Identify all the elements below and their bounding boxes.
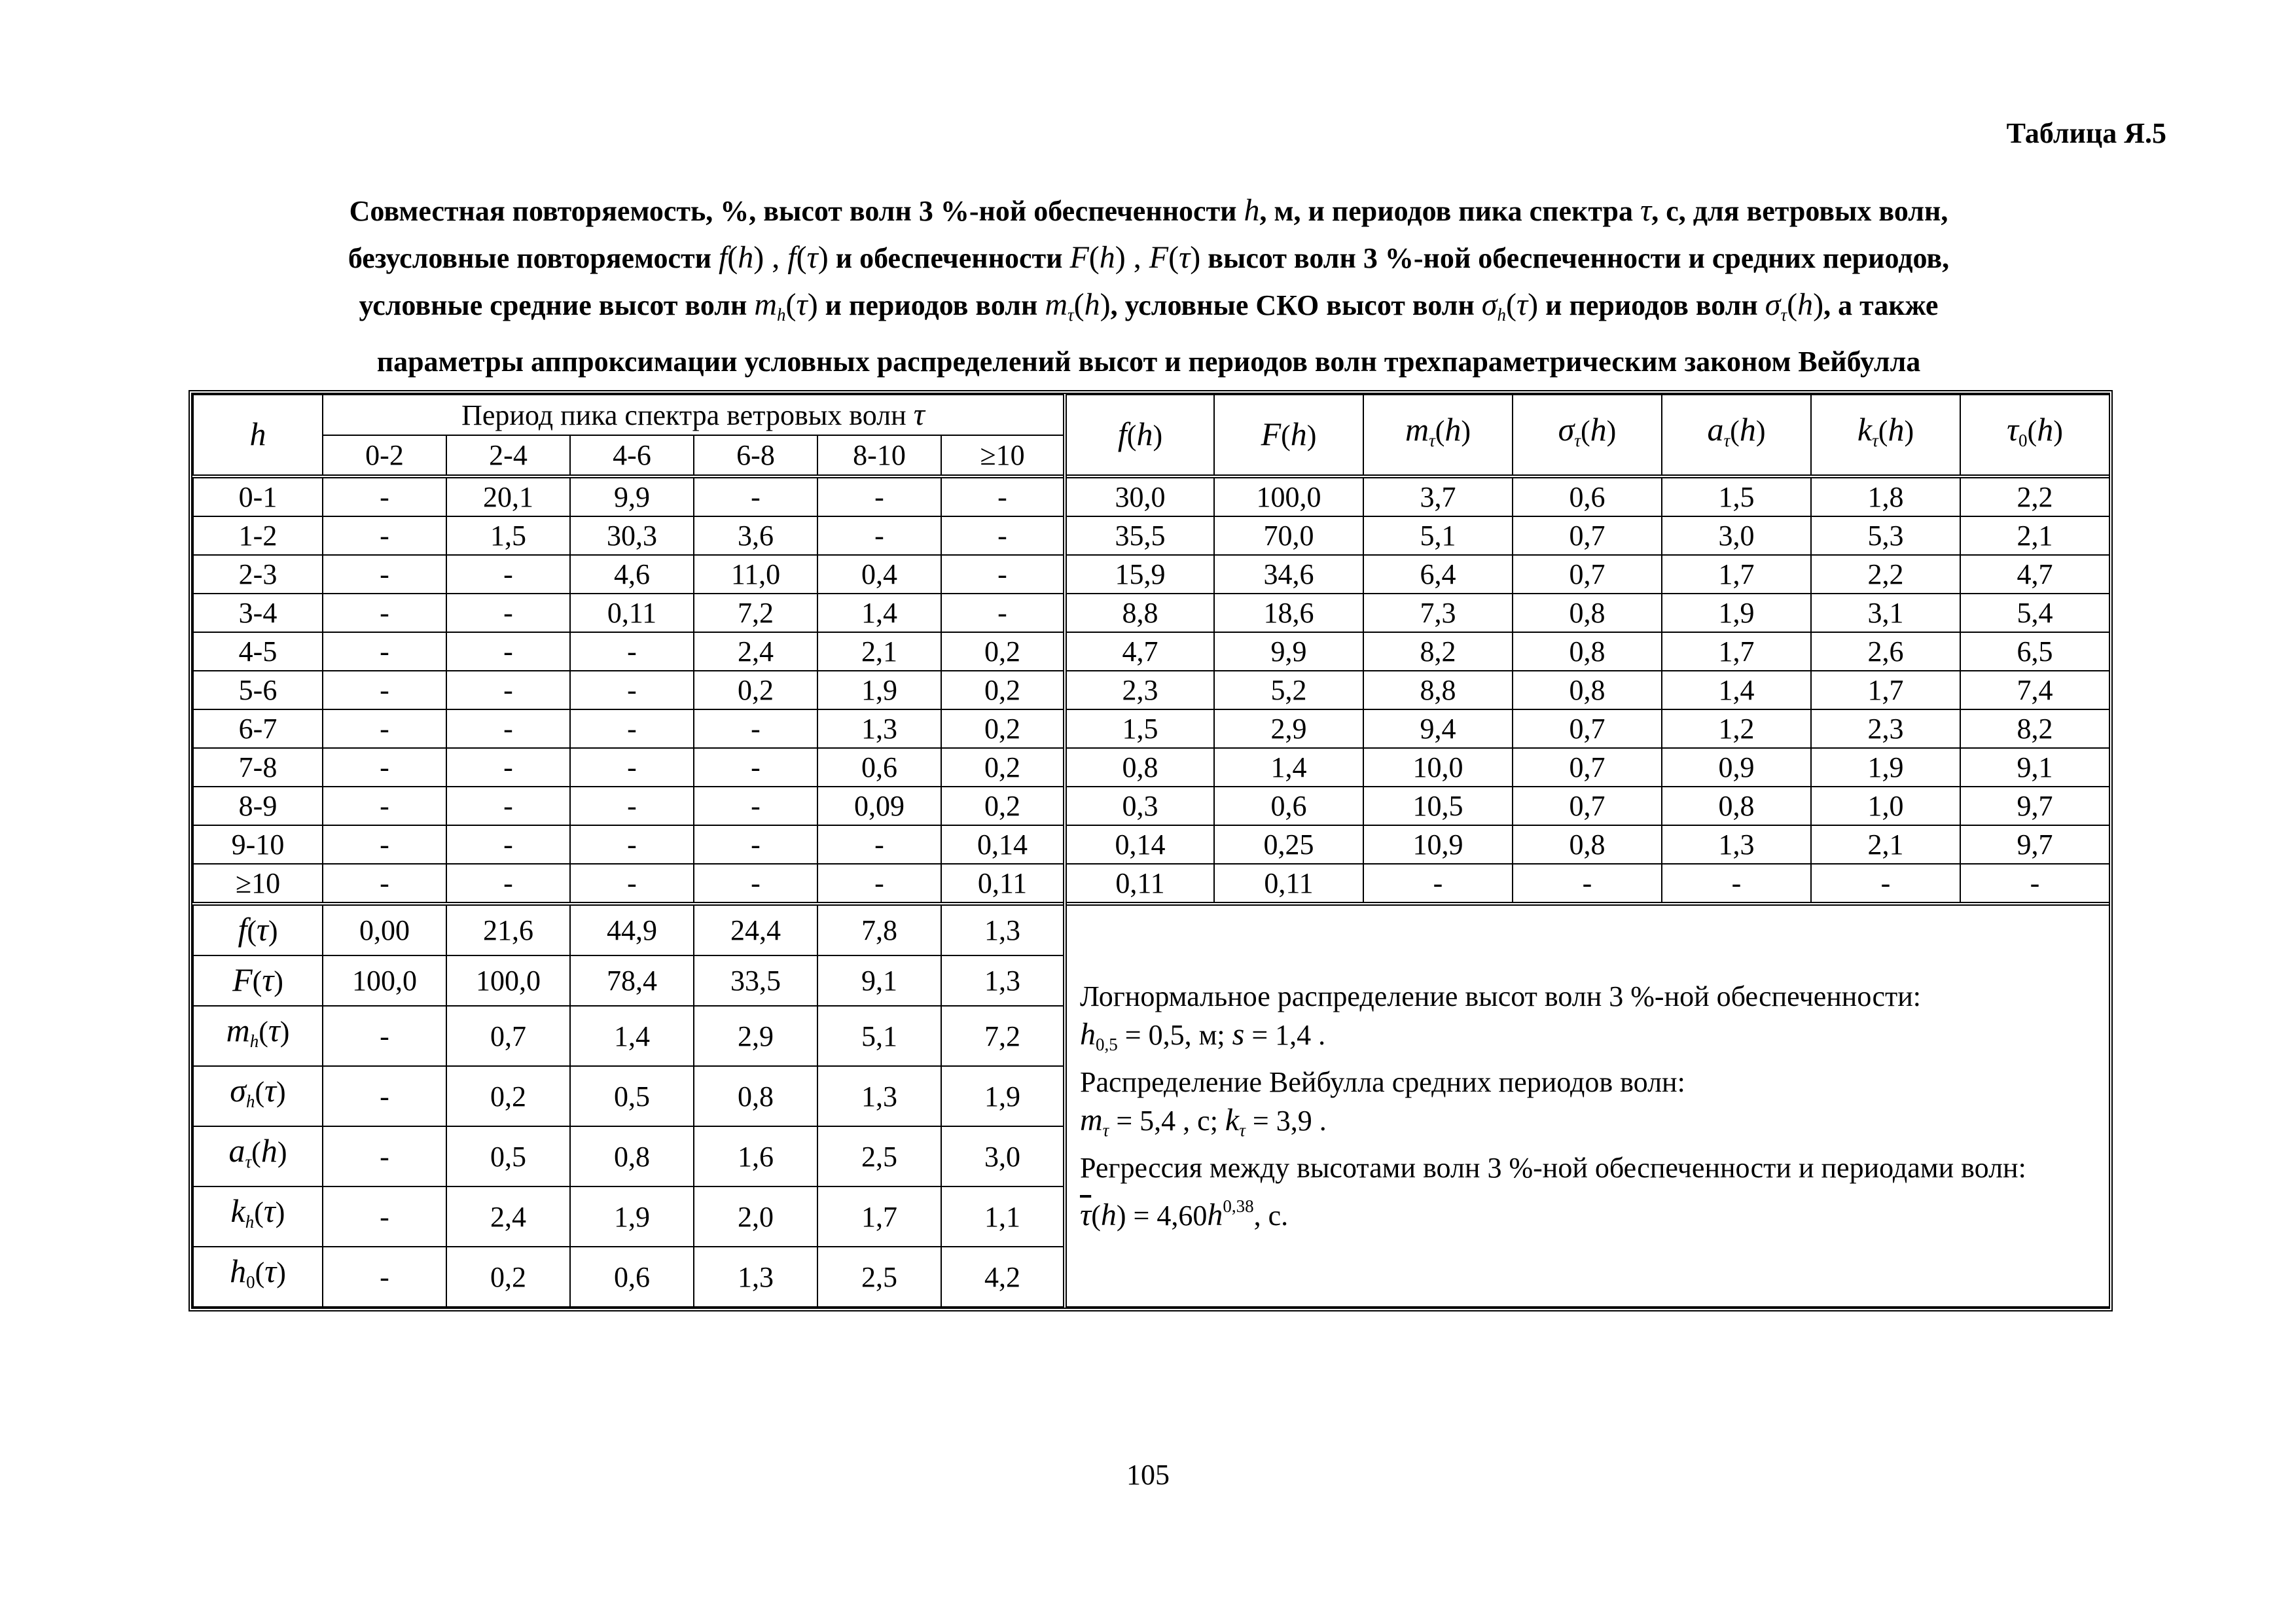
table-cell: 0,00 (323, 904, 446, 955)
table-cell: 0,14 (941, 825, 1065, 864)
caption-text: условные средние высот волн (359, 289, 755, 321)
symbol-m-h-tau: $m_h$ (754, 287, 786, 325)
table-cell: - (323, 825, 446, 864)
caption-text: безусловные повторяемости (348, 242, 719, 274)
table-cell: 2,5 (817, 1247, 941, 1307)
table-cell: - (446, 555, 570, 594)
table-cell: 1,7 (1662, 555, 1811, 594)
table-number: Таблица Я.5 (2006, 117, 2166, 149)
table-cell: - (941, 516, 1065, 555)
table-cell: 1,5 (1065, 709, 1214, 748)
table-row (193, 825, 2109, 864)
caption-text: и периодов волн (1538, 289, 1765, 321)
header-range-8-10: 8-10 (817, 435, 941, 476)
table-cell: 1,0 (1811, 787, 1960, 825)
header-range-4-6: 4-6 (570, 435, 694, 476)
table-cell: 3,7 (1363, 476, 1513, 516)
header-f-h: f(h) (1065, 395, 1214, 476)
table-cell: - (446, 709, 570, 748)
table-cell: 1,7 (1662, 632, 1811, 671)
note-weibull-params: $m_\tau = 5,4$ , с; $k_\tau = 3,9$ . (1080, 1102, 1327, 1140)
table-row (193, 671, 2109, 709)
table-cell: - (446, 594, 570, 632)
row-label-h-range: 2-3 (193, 555, 323, 594)
table-cell: 0,4 (817, 555, 941, 594)
table-cell: 0,2 (941, 748, 1065, 787)
table-cell: - (323, 632, 446, 671)
header-sigma-tau-h: $\sigma_\tau(h)$ (1513, 395, 1662, 476)
caption-text: , а также (1823, 289, 1939, 321)
table-cell: 2,4 (694, 632, 817, 671)
table-cell: 8,8 (1363, 671, 1513, 709)
table-cell: 0,09 (817, 787, 941, 825)
symbol-sigma-h-tau: $\sigma_h$ (1481, 287, 1506, 325)
table-cell: 70,0 (1214, 516, 1363, 555)
table-row (193, 476, 2109, 516)
table-cell: - (1363, 864, 1513, 904)
table-cell: 7,2 (694, 594, 817, 632)
header-range-6-8: 6-8 (694, 435, 817, 476)
table-cell: 4,6 (570, 555, 694, 594)
table-cell: - (323, 1066, 446, 1126)
table-cell: 33,5 (694, 955, 817, 1006)
header-k-tau-h: $k_\tau(h)$ (1811, 395, 1960, 476)
table-cell: 1,3 (941, 904, 1065, 955)
table-cell: 0,6 (817, 748, 941, 787)
table-cell: 10,0 (1363, 748, 1513, 787)
header-period-group: Период пика спектра ветровых волн τ (323, 395, 1065, 435)
note-lognormal-title: Логнормальное распределение высот волн 3 %-ной обеспеченности: (1080, 980, 1921, 1012)
table-cell: 0,25 (1214, 825, 1363, 864)
caption-line-1 (190, 187, 2108, 234)
table-cell: 8,8 (1065, 594, 1214, 632)
row-label-a-tau-h: $a_\tau(h)$ (193, 1126, 323, 1186)
table-cell: 2,0 (694, 1186, 817, 1247)
table-cell: 20,1 (446, 476, 570, 516)
table-cell: - (570, 864, 694, 904)
table-cell: 2,2 (1811, 555, 1960, 594)
table-cell: 2,4 (446, 1186, 570, 1247)
note-weibull-title: Распределение Вейбулла средних периодов волн: (1080, 1065, 1685, 1098)
table-cell: 0,2 (446, 1247, 570, 1307)
table-cell: 1,3 (694, 1247, 817, 1307)
table-cell: - (694, 825, 817, 864)
table-cell: 7,3 (1363, 594, 1513, 632)
table-cell: 0,8 (1513, 632, 1662, 671)
table-cell: 21,6 (446, 904, 570, 955)
table-stats (193, 904, 2109, 1307)
row-label-h-range: 7-8 (193, 748, 323, 787)
table-cell: 6,5 (1960, 632, 2109, 671)
note-regression-formula: $\overline{\tau}(h) = 4,60h^{0,38}$, с. (1080, 1196, 1289, 1232)
table-cell: 9,1 (1960, 748, 2109, 787)
table-cell: 5,1 (1363, 516, 1513, 555)
table-cell: - (941, 476, 1065, 516)
header-a-tau-h: $a_\tau(h)$ (1662, 395, 1811, 476)
approximation-notes (1065, 904, 2109, 1307)
table-body (193, 476, 2109, 904)
page-number: 105 (1126, 1459, 1170, 1491)
table-cell: 3,1 (1811, 594, 1960, 632)
row-label-h-range: ≥10 (193, 864, 323, 904)
table-cell: - (323, 1126, 446, 1186)
caption-text: и периодов волн (817, 289, 1045, 321)
table-cell: 2,1 (1960, 516, 2109, 555)
table-cell: - (570, 671, 694, 709)
caption-line-3: условные средние высот волн $m_h(\tau)$ и периодов волн $m_\tau(h)$, условные СКО высот волн $\sigma_h(\tau)$ и периодов волн $\sigma_\tau(h)$, а также (359, 287, 1939, 325)
table-cell: 1,9 (817, 671, 941, 709)
header-h: h (193, 395, 323, 476)
header-range-0-2: 0-2 (323, 435, 446, 476)
table-cell: - (323, 748, 446, 787)
table-cell: 10,5 (1363, 787, 1513, 825)
table-cell: 0,2 (694, 671, 817, 709)
table-cell: 0,8 (1513, 825, 1662, 864)
table-cell: 1,6 (694, 1126, 817, 1186)
table-caption (190, 187, 2108, 385)
table-cell: 9,9 (570, 476, 694, 516)
caption-line-2: безусловные повторяемости f(h) , f(τ) и обеспеченности F(h) , F(τ) высот волн 3 %-ной обеспеченности и средних периодов, (348, 240, 1950, 275)
table-cell: 9,7 (1960, 825, 2109, 864)
table-cell: - (323, 864, 446, 904)
table-cell: 2,3 (1065, 671, 1214, 709)
table-cell: 2,2 (1960, 476, 2109, 516)
table-cell: - (446, 787, 570, 825)
table-cell: 30,0 (1065, 476, 1214, 516)
symbol-m-tau-h: $m_\tau$ (1045, 287, 1074, 325)
table-cell: 0,8 (1662, 787, 1811, 825)
header-m-tau-h: $m_\tau(h)$ (1363, 395, 1513, 476)
row-label-h-range: 1-2 (193, 516, 323, 555)
table-cell: 0,7 (1513, 787, 1662, 825)
table-cell: 1,3 (941, 955, 1065, 1006)
table-cell: 0,7 (1513, 709, 1662, 748)
table-cell: 0,14 (1065, 825, 1214, 864)
table-cell: 1,7 (817, 1186, 941, 1247)
table-cell: 0,2 (941, 632, 1065, 671)
table-cell: - (817, 825, 941, 864)
table-cell: 0,3 (1065, 787, 1214, 825)
table-cell: 7,2 (941, 1006, 1065, 1066)
row-label-sigma-h-tau: $\sigma_h(\tau)$ (193, 1066, 323, 1126)
caption-text: Совместная повторяемость, %, высот волн 3 %-ной обеспеченности (349, 195, 1244, 227)
row-label-h-range: 8-9 (193, 787, 323, 825)
table-cell: - (570, 825, 694, 864)
table-cell: - (446, 632, 570, 671)
table-cell: - (941, 594, 1065, 632)
table-cell: 1,4 (1214, 748, 1363, 787)
table-cell: 0,11 (1214, 864, 1363, 904)
table-cell: 4,7 (1065, 632, 1214, 671)
table-cell: 15,9 (1065, 555, 1214, 594)
table-cell: 0,5 (446, 1126, 570, 1186)
table-cell: 0,11 (941, 864, 1065, 904)
table-cell: - (446, 748, 570, 787)
table-cell: 30,3 (570, 516, 694, 555)
table-cell: 5,3 (1811, 516, 1960, 555)
note-regression-title: Регрессия между высотами волн 3 %-ной обеспеченности и периодами волн: (1080, 1151, 2026, 1184)
table-cell: 1,9 (941, 1066, 1065, 1126)
note-lognormal-params: h0,5 = 0,5, м; s = 1,4 . (1080, 1016, 1326, 1054)
table-row (193, 748, 2109, 787)
table-cell: - (817, 516, 941, 555)
table-cell: 44,9 (570, 904, 694, 955)
table-cell: - (694, 787, 817, 825)
table-row (193, 632, 2109, 671)
table-cell: 0,8 (694, 1066, 817, 1126)
table-cell: 2,9 (1214, 709, 1363, 748)
symbol-sigma-tau-h: $\sigma_\tau$ (1765, 287, 1787, 325)
table-cell: 2,3 (1811, 709, 1960, 748)
table-cell: 1,4 (1662, 671, 1811, 709)
table-cell: 18,6 (1214, 594, 1363, 632)
row-label-h-range: 4-5 (193, 632, 323, 671)
table-cell: 1,9 (1662, 594, 1811, 632)
table-cell: 0,6 (570, 1247, 694, 1307)
table-cell: 0,8 (1513, 594, 1662, 632)
table-cell: 9,4 (1363, 709, 1513, 748)
table-row (193, 516, 2109, 555)
table-cell: 2,1 (1811, 825, 1960, 864)
table-cell: 0,8 (1513, 671, 1662, 709)
table-cell: 34,6 (1214, 555, 1363, 594)
table-cell: 1,3 (817, 1066, 941, 1126)
table-cell: - (570, 709, 694, 748)
table-row (193, 709, 2109, 748)
table-cell: 1,1 (941, 1186, 1065, 1247)
header-tau0-h: τ0(h) (1960, 395, 2109, 476)
table-cell: 1,4 (817, 594, 941, 632)
table-cell: 100,0 (1214, 476, 1363, 516)
symbol-f-tau: f (787, 240, 797, 275)
wave-statistics-table (188, 390, 2113, 1311)
symbol-h: h (1244, 193, 1260, 228)
symbol-tau: τ (1640, 193, 1652, 228)
table-cell: 0,2 (941, 709, 1065, 748)
table-row (193, 555, 2109, 594)
table-cell: 0,6 (1513, 476, 1662, 516)
table-cell: 0,8 (1065, 748, 1214, 787)
table-cell: - (446, 671, 570, 709)
table-cell: 5,2 (1214, 671, 1363, 709)
table-cell: - (323, 671, 446, 709)
table-cell: - (323, 709, 446, 748)
row-label-F-tau: F(τ) (193, 955, 323, 1006)
symbol-F-h: F (1069, 240, 1089, 275)
table-cell: 6,4 (1363, 555, 1513, 594)
table-cell: 4,2 (941, 1247, 1065, 1307)
table-cell: 10,9 (1363, 825, 1513, 864)
caption-text: высот волн 3 %-ной обеспеченности и средних периодов, (1200, 242, 1950, 274)
table-cell: 35,5 (1065, 516, 1214, 555)
table-cell: 1,9 (1811, 748, 1960, 787)
table-cell: - (1513, 864, 1662, 904)
table-cell: 9,1 (817, 955, 941, 1006)
table-cell: - (323, 787, 446, 825)
row-label-h-range: 3-4 (193, 594, 323, 632)
table-cell: 7,4 (1960, 671, 2109, 709)
header-F-h: F(h) (1214, 395, 1363, 476)
table-cell: - (446, 864, 570, 904)
table-cell: 8,2 (1363, 632, 1513, 671)
row-label-h0-tau: h0(τ) (193, 1247, 323, 1307)
table-cell: 0,11 (570, 594, 694, 632)
table-cell: - (941, 555, 1065, 594)
table-cell: 8,2 (1960, 709, 2109, 748)
table-cell: - (323, 555, 446, 594)
caption-line-4: параметры аппроксимации условных распределений высот и периодов волн трехпараметрическим законом Вейбулла (376, 346, 1921, 378)
table-cell: - (323, 476, 446, 516)
table-cell: 1,7 (1811, 671, 1960, 709)
table-row (193, 787, 2109, 825)
table-cell: - (570, 632, 694, 671)
table-cell: - (694, 748, 817, 787)
row-label-k-h-tau: $k_h(\tau)$ (193, 1186, 323, 1247)
table-cell: 4,7 (1960, 555, 2109, 594)
row-label-m-h-tau: $m_h(\tau)$ (193, 1006, 323, 1066)
table-cell: 0,6 (1214, 787, 1363, 825)
table-cell: 1,3 (1662, 825, 1811, 864)
table-cell: - (817, 864, 941, 904)
table-cell: 0,7 (1513, 748, 1662, 787)
table-cell: 1,3 (817, 709, 941, 748)
row-label-h-range: 5-6 (193, 671, 323, 709)
table-cell: 1,5 (1662, 476, 1811, 516)
table-cell: - (817, 476, 941, 516)
table-cell: 0,7 (1513, 555, 1662, 594)
table-cell: - (323, 1247, 446, 1307)
row-label-h-range: 9-10 (193, 825, 323, 864)
table-cell: - (694, 864, 817, 904)
caption-text: и обеспеченности (828, 242, 1070, 274)
table-row (193, 864, 2109, 904)
table-cell: 0,9 (1662, 748, 1811, 787)
table-cell: - (323, 1006, 446, 1066)
table-cell: 24,4 (694, 904, 817, 955)
table-cell: 100,0 (446, 955, 570, 1006)
table-cell: 1,4 (570, 1006, 694, 1066)
caption-text: , с, для ветровых волн, (1651, 195, 1948, 227)
table-cell: - (570, 787, 694, 825)
table-cell: 3,6 (694, 516, 817, 555)
symbol-F-tau: F (1149, 240, 1169, 275)
header-range-10plus: ≥10 (941, 435, 1065, 476)
table-cell: 3,0 (941, 1126, 1065, 1186)
table-cell: - (1960, 864, 2109, 904)
table-cell: 9,9 (1214, 632, 1363, 671)
table-cell: 0,2 (446, 1066, 570, 1126)
table-cell: 2,9 (694, 1006, 817, 1066)
table-cell: - (694, 476, 817, 516)
table-cell: 1,2 (1662, 709, 1811, 748)
table-cell: 2,1 (817, 632, 941, 671)
table-cell: 0,2 (941, 787, 1065, 825)
table-cell: 5,1 (817, 1006, 941, 1066)
header-range-2-4: 2-4 (446, 435, 570, 476)
table-cell: 0,2 (941, 671, 1065, 709)
table-row (193, 904, 2109, 955)
table-cell: 1,5 (446, 516, 570, 555)
table-cell: 7,8 (817, 904, 941, 955)
table-cell: - (1811, 864, 1960, 904)
table-cell: 0,5 (570, 1066, 694, 1126)
table-row (193, 594, 2109, 632)
table-cell: 0,7 (1513, 516, 1662, 555)
table-cell: 11,0 (694, 555, 817, 594)
table-cell: 100,0 (323, 955, 446, 1006)
table-cell: 2,6 (1811, 632, 1960, 671)
table-cell: - (323, 594, 446, 632)
table-cell: 0,7 (446, 1006, 570, 1066)
row-label-h-range: 6-7 (193, 709, 323, 748)
table-cell: 3,0 (1662, 516, 1811, 555)
table-cell: 1,8 (1811, 476, 1960, 516)
row-label-h-range: 0-1 (193, 476, 323, 516)
table-cell: 0,11 (1065, 864, 1214, 904)
table-cell: - (694, 709, 817, 748)
table-cell: - (323, 1186, 446, 1247)
table-cell: 78,4 (570, 955, 694, 1006)
row-label-f-tau: f(τ) (193, 904, 323, 955)
table-cell: 9,7 (1960, 787, 2109, 825)
caption-text: , условные СКО высот волн (1110, 289, 1482, 321)
table-cell: 1,9 (570, 1186, 694, 1247)
table-cell: - (570, 748, 694, 787)
symbol-f-h: f (718, 240, 728, 275)
table-cell: - (446, 825, 570, 864)
table-cell: 0,8 (570, 1126, 694, 1186)
table-cell: - (323, 516, 446, 555)
table-cell: - (1662, 864, 1811, 904)
table-cell: 5,4 (1960, 594, 2109, 632)
caption-text: , м, и периодов пика спектра (1259, 195, 1640, 227)
table-cell: 2,5 (817, 1126, 941, 1186)
